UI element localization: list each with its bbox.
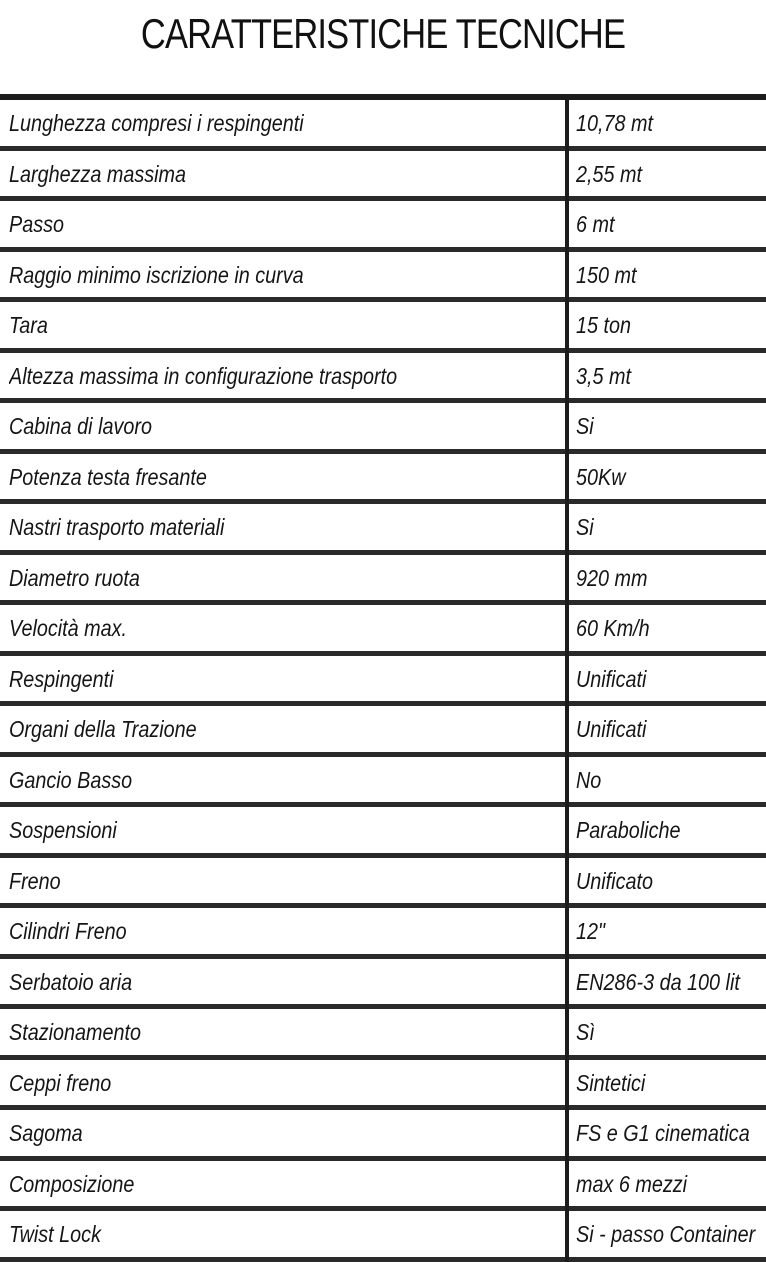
spec-label-cell xyxy=(9,656,561,702)
spec-label: Serbatoio aria xyxy=(9,968,133,995)
spec-value: 2,55 mt xyxy=(576,160,642,187)
spec-row xyxy=(0,353,766,404)
spec-value: Unificati xyxy=(576,665,647,692)
spec-value-cell xyxy=(576,403,764,449)
spec-label-cell xyxy=(9,454,561,500)
spec-row xyxy=(0,403,766,454)
spec-value: Si xyxy=(576,413,594,439)
spec-row xyxy=(0,100,766,151)
spec-label: Nastri trasporto materiali xyxy=(9,514,225,540)
spec-row xyxy=(0,706,766,757)
spec-label-cell xyxy=(9,252,561,298)
spec-label-cell xyxy=(9,1110,561,1156)
spec-label: Lunghezza compresi i respingenti xyxy=(9,110,304,136)
spec-label-cell xyxy=(9,504,561,550)
spec-value-cell xyxy=(576,1211,764,1257)
spec-label-cell xyxy=(9,908,561,954)
spec-label-cell xyxy=(9,151,561,197)
spec-value: max 6 mezzi xyxy=(576,1170,688,1197)
spec-row xyxy=(0,1060,766,1111)
spec-row xyxy=(0,858,766,909)
spec-value: Unificato xyxy=(576,867,653,894)
spec-value-cell xyxy=(576,807,764,853)
spec-label-cell xyxy=(9,1060,561,1106)
spec-value-cell xyxy=(576,1161,764,1207)
spec-label: Diametro ruota xyxy=(9,564,140,591)
spec-label: Ceppi freno xyxy=(9,1069,112,1096)
spec-value-cell xyxy=(576,151,764,197)
spec-label: Larghezza massima xyxy=(9,160,186,187)
spec-label-cell xyxy=(9,1009,561,1055)
spec-label-cell xyxy=(9,302,561,348)
spec-label-cell xyxy=(9,605,561,651)
spec-value: Unificati xyxy=(576,716,647,742)
spec-value: Si - passo Container xyxy=(576,1221,756,1247)
spec-label-cell xyxy=(9,807,561,853)
spec-value: 50Kw xyxy=(576,463,626,490)
spec-value: 3,5 mt xyxy=(576,362,631,389)
spec-value-cell xyxy=(576,1060,764,1106)
spec-label-cell xyxy=(9,201,561,247)
spec-row xyxy=(0,757,766,808)
spec-label: Respingenti xyxy=(9,665,114,692)
spec-value-cell xyxy=(576,858,764,904)
spec-row xyxy=(0,908,766,959)
spec-value: No xyxy=(576,766,602,793)
spec-label-cell xyxy=(9,757,561,803)
spec-value-cell xyxy=(576,353,764,399)
spec-value-cell xyxy=(576,605,764,651)
spec-label-cell xyxy=(9,1211,561,1257)
spec-row xyxy=(0,252,766,303)
spec-value: 10,78 mt xyxy=(576,110,653,136)
spec-label: Composizione xyxy=(9,1170,135,1197)
spec-value: 60 Km/h xyxy=(576,615,650,641)
spec-value: Paraboliche xyxy=(576,817,681,843)
spec-label-cell xyxy=(9,353,561,399)
spec-row xyxy=(0,1009,766,1060)
spec-value: Sintetici xyxy=(576,1069,646,1096)
spec-label: Gancio Basso xyxy=(9,766,133,793)
spec-label: Tara xyxy=(9,312,48,338)
spec-row xyxy=(0,151,766,202)
spec-row xyxy=(0,201,766,252)
spec-value-cell xyxy=(576,504,764,550)
spec-value-cell xyxy=(576,706,764,752)
spec-label-cell xyxy=(9,858,561,904)
spec-value: 15 ton xyxy=(576,312,631,338)
spec-label: Passo xyxy=(9,211,64,237)
page-title: CARATTERISTICHE TECNICHE xyxy=(140,10,626,57)
spec-value-cell xyxy=(576,252,764,298)
spec-label-cell xyxy=(9,100,561,146)
spec-value-cell xyxy=(576,959,764,1005)
spec-value-cell xyxy=(576,454,764,500)
spec-value-cell xyxy=(576,1009,764,1055)
spec-label: Potenza testa fresante xyxy=(9,463,207,490)
spec-value: Si xyxy=(576,514,594,540)
spec-label: Organi della Trazione xyxy=(9,716,197,742)
spec-value: 920 mm xyxy=(576,564,648,591)
spec-value-cell xyxy=(576,100,764,146)
spec-row xyxy=(0,656,766,707)
spec-value-cell xyxy=(576,757,764,803)
spec-row xyxy=(0,1110,766,1161)
column-divider xyxy=(565,100,569,1262)
spec-label-cell xyxy=(9,1161,561,1207)
spec-label: Freno xyxy=(9,867,61,894)
spec-label: Cilindri Freno xyxy=(9,918,127,944)
spec-table xyxy=(0,94,766,1262)
spec-value: 6 mt xyxy=(576,211,615,237)
spec-row xyxy=(0,605,766,656)
spec-value: 12" xyxy=(576,918,606,944)
spec-label-cell xyxy=(9,959,561,1005)
spec-value-cell xyxy=(576,201,764,247)
spec-label-cell xyxy=(9,403,561,449)
spec-row xyxy=(0,1161,766,1212)
spec-value: Sì xyxy=(576,1019,595,1045)
spec-row xyxy=(0,1211,766,1262)
spec-label: Velocità max. xyxy=(9,615,127,641)
spec-row xyxy=(0,555,766,606)
spec-value: EN286-3 da 100 lit xyxy=(576,968,740,995)
spec-label: Twist Lock xyxy=(9,1221,101,1247)
spec-value-cell xyxy=(576,656,764,702)
spec-label: Cabina di lavoro xyxy=(9,413,152,439)
spec-row xyxy=(0,454,766,505)
spec-value: FS e G1 cinematica xyxy=(576,1120,750,1146)
spec-value-cell xyxy=(576,555,764,601)
spec-row xyxy=(0,504,766,555)
spec-label: Sospensioni xyxy=(9,817,117,843)
spec-row xyxy=(0,959,766,1010)
spec-value-cell xyxy=(576,302,764,348)
spec-value-cell xyxy=(576,908,764,954)
spec-label: Altezza massima in configurazione trasporto xyxy=(9,362,398,389)
spec-label: Stazionamento xyxy=(9,1019,141,1045)
spec-row xyxy=(0,807,766,858)
spec-label-cell xyxy=(9,706,561,752)
spec-label-cell xyxy=(9,555,561,601)
spec-row xyxy=(0,302,766,353)
spec-value: 150 mt xyxy=(576,261,637,288)
spec-label: Raggio minimo iscrizione in curva xyxy=(9,261,304,288)
spec-label: Sagoma xyxy=(9,1120,83,1146)
spec-value-cell xyxy=(576,1110,764,1156)
